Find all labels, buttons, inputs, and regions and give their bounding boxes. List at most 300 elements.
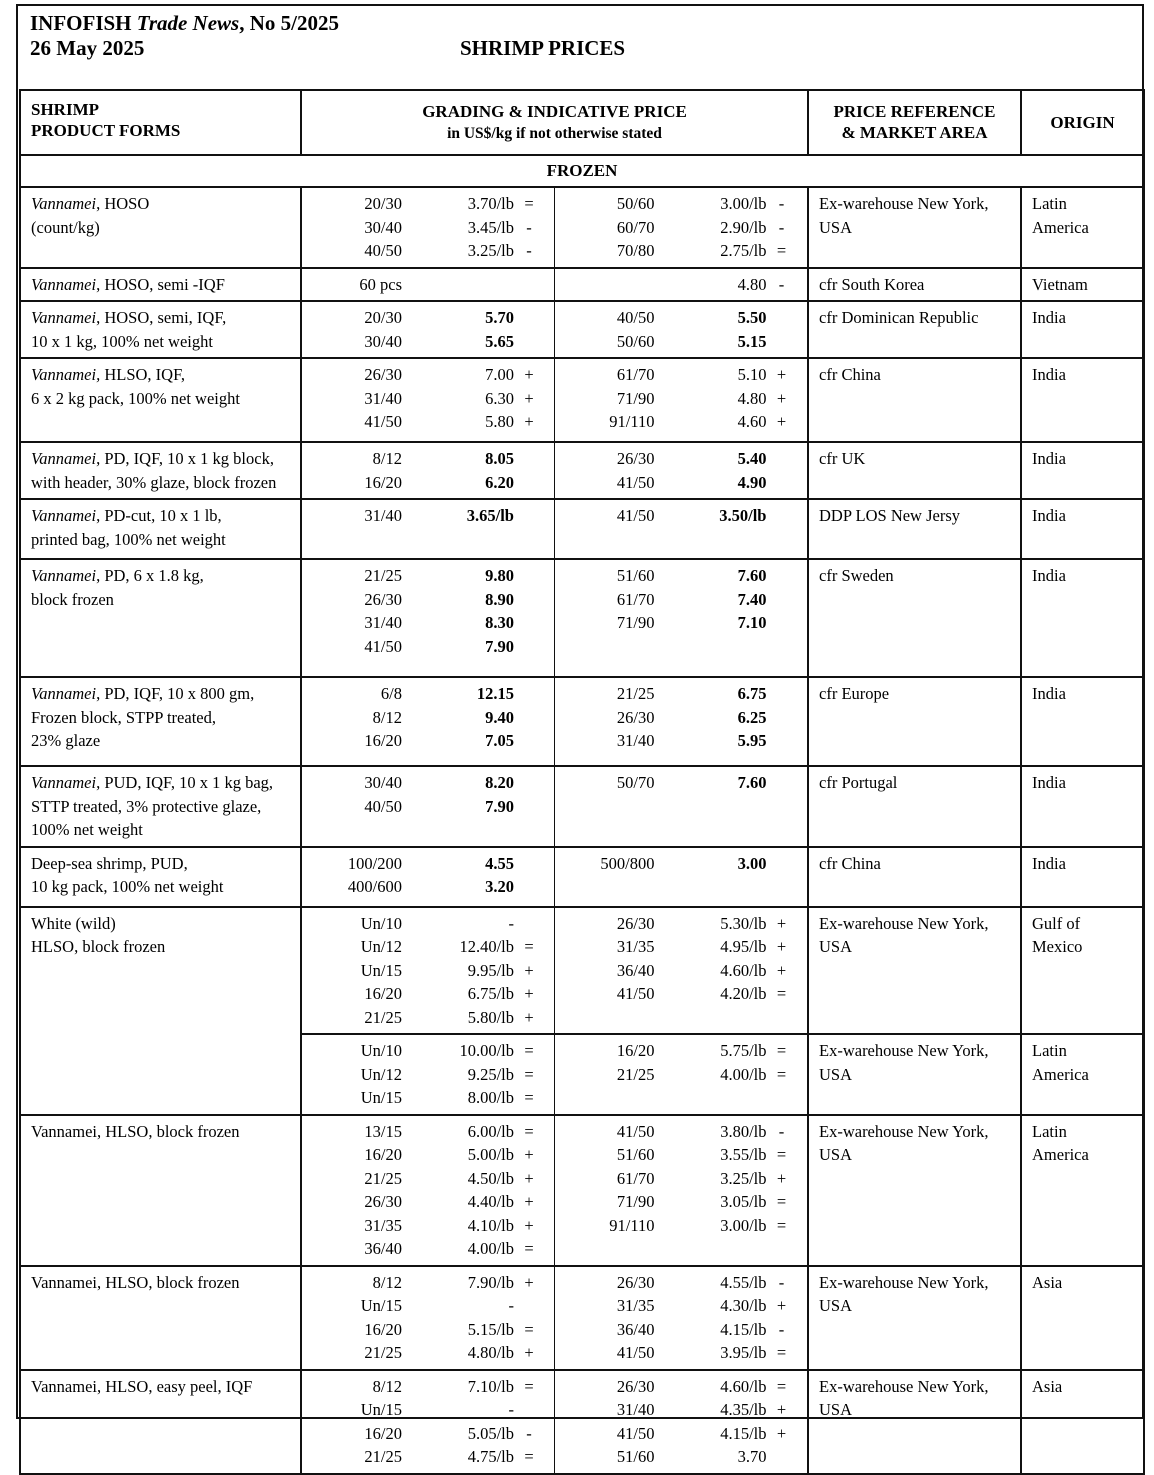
- price-cell-left: [301, 1370, 554, 1474]
- column-header-price-reference: PRICE REFERENCE & MARKET AREA: [808, 90, 1021, 155]
- price: 6.75/lb: [467, 984, 514, 1003]
- price-line: [302, 363, 554, 387]
- price: 3.95/lb: [720, 1343, 767, 1362]
- price-line: [555, 588, 808, 612]
- change-sign: =: [776, 1064, 787, 1084]
- price-reference: [808, 187, 1021, 268]
- price-line: [555, 504, 808, 528]
- origin-line: Vietnam: [1032, 274, 1088, 294]
- price-line: [302, 192, 554, 216]
- product-name: [31, 504, 290, 528]
- price-line: [302, 611, 554, 635]
- price-line: [302, 1237, 554, 1261]
- price: 6.00/lb: [467, 1121, 514, 1141]
- price: 12.40/lb: [459, 937, 514, 956]
- grade: 16/20: [364, 1319, 402, 1339]
- change-sign: [514, 588, 544, 612]
- grade: 41/50: [616, 506, 655, 525]
- change-sign: =: [524, 1041, 534, 1060]
- price-reference: [808, 907, 1021, 1035]
- price-line: [555, 239, 808, 263]
- price: 3.20: [485, 877, 514, 896]
- price-cell-left: [301, 499, 554, 559]
- price-line: [302, 306, 554, 330]
- origin: [1021, 559, 1144, 677]
- origin: [1021, 847, 1144, 907]
- product-species: Vannamei: [31, 566, 97, 585]
- price: 4.35/lb: [720, 1400, 767, 1419]
- price-line: [555, 1398, 808, 1422]
- product-desc-line: HLSO, block frozen: [31, 937, 166, 956]
- grade: 13/15: [364, 1121, 402, 1141]
- reference-line: cfr UK: [819, 449, 866, 468]
- price-line: [302, 875, 554, 899]
- change-sign: [514, 912, 544, 936]
- price-line: [555, 1375, 808, 1399]
- grade: 26/30: [616, 913, 655, 933]
- grade: 8/12: [372, 707, 402, 727]
- change-sign: [767, 504, 797, 528]
- price: 3.05/lb: [720, 1192, 767, 1211]
- price-line: [302, 1086, 554, 1110]
- product-name: [31, 1120, 290, 1144]
- price-line: [302, 1445, 554, 1469]
- grade: Un/10: [360, 1041, 402, 1060]
- product-desc-line: block frozen: [31, 589, 114, 609]
- change-sign: +: [776, 388, 787, 408]
- price: 3.00/lb: [720, 1215, 767, 1235]
- grade: 31/40: [616, 1400, 655, 1419]
- product-species: Vannamei,: [31, 365, 101, 384]
- grade: 30/40: [364, 217, 402, 237]
- price: 12.15: [476, 684, 514, 703]
- change-sign: [514, 564, 544, 588]
- grade: 91/110: [609, 412, 655, 431]
- price-reference: [808, 766, 1021, 847]
- reference-line: USA: [819, 1296, 853, 1315]
- change-sign: =: [776, 1215, 787, 1235]
- grade: 61/70: [616, 365, 655, 384]
- product-name: [31, 771, 290, 795]
- product-form: [20, 766, 301, 847]
- change-sign: +: [776, 913, 787, 933]
- price: 9.25/lb: [467, 1064, 514, 1084]
- price-line: [302, 239, 554, 263]
- price-cell-right: [554, 268, 808, 302]
- product-desc: Deep-sea shrimp, PUD,: [31, 853, 188, 873]
- change-sign: -: [778, 217, 785, 237]
- price-line: [302, 935, 554, 959]
- price-line: [555, 1294, 808, 1318]
- price: 7.10/lb: [467, 1376, 514, 1396]
- table-row: [20, 358, 1144, 442]
- grade: 41/50: [616, 1121, 655, 1141]
- price-cell-right: [554, 301, 808, 358]
- change-sign: [514, 273, 544, 297]
- change-sign: [514, 729, 544, 753]
- price-line: [555, 1120, 808, 1144]
- price: 4.10/lb: [467, 1215, 514, 1235]
- price: 5.30/lb: [720, 913, 767, 933]
- product-desc-line: Frozen block, STPP treated,: [31, 707, 216, 727]
- price: 9.40: [485, 707, 514, 727]
- price-line: [555, 1190, 808, 1214]
- origin-line: America: [1032, 1064, 1089, 1084]
- table-row: [20, 268, 1144, 302]
- grade: 71/90: [616, 1192, 655, 1211]
- grade: 8/12: [372, 1376, 402, 1396]
- price-line: [302, 912, 554, 936]
- price: 4.15/lb: [720, 1319, 767, 1339]
- product-desc: Vannamei, HLSO, block frozen: [31, 1272, 240, 1292]
- change-sign: +: [524, 1145, 534, 1164]
- change-sign: [514, 635, 544, 659]
- origin-line: America: [1032, 217, 1089, 237]
- price-rows: [20, 187, 1144, 1474]
- change-sign: =: [524, 1239, 534, 1258]
- grade: 21/25: [364, 1007, 402, 1027]
- origin-line: Asia: [1032, 1272, 1063, 1292]
- origin: [1021, 442, 1144, 499]
- change-sign: [767, 706, 797, 730]
- origin-line: Latin: [1032, 1041, 1067, 1060]
- price: -: [508, 1400, 514, 1419]
- product-form: [20, 499, 301, 559]
- product-name: [31, 1375, 290, 1399]
- grade: 21/25: [364, 1168, 402, 1188]
- table-row: [20, 1266, 1144, 1370]
- change-sign: [767, 771, 797, 795]
- origin-line: India: [1032, 506, 1066, 525]
- price: 4.80: [737, 388, 767, 408]
- reference-line: USA: [819, 1064, 853, 1084]
- price: 4.80: [737, 274, 767, 294]
- price: 7.90: [485, 796, 514, 816]
- price: 4.00/lb: [720, 1064, 767, 1084]
- reference-line: cfr Portugal: [819, 773, 898, 792]
- change-sign: =: [524, 1088, 534, 1107]
- reference-line: USA: [819, 937, 853, 956]
- product-name: [31, 192, 290, 216]
- product-desc: , PD, 6 x 1.8 kg,: [96, 566, 204, 585]
- grade: 50/60: [616, 331, 655, 351]
- change-sign: [767, 852, 797, 876]
- price-line: [302, 959, 554, 983]
- price: 4.00/lb: [467, 1239, 514, 1258]
- reference-line: cfr China: [819, 853, 881, 873]
- grade: 21/25: [364, 1343, 402, 1362]
- price-line: [302, 447, 554, 471]
- grade: 26/30: [364, 589, 402, 609]
- change-sign: +: [524, 1272, 534, 1292]
- price: 5.50: [737, 308, 767, 327]
- change-sign: -: [778, 1272, 785, 1292]
- column-header-grading: GRADING & INDICATIVE PRICE in US$/kg if not otherwise stated: [301, 90, 808, 155]
- price: 4.20/lb: [720, 984, 767, 1003]
- reference-line: USA: [819, 217, 853, 237]
- product-name: [31, 1271, 290, 1295]
- change-sign: [767, 588, 797, 612]
- price: 3.50/lb: [719, 506, 767, 525]
- product-desc: Vannamei, HLSO, block frozen: [31, 1121, 240, 1141]
- grade: 61/70: [616, 589, 655, 609]
- price: 4.30/lb: [720, 1296, 767, 1315]
- grade: 51/60: [616, 1145, 655, 1164]
- change-sign: +: [776, 412, 787, 431]
- change-sign: =: [524, 1447, 534, 1466]
- price: 4.95/lb: [720, 937, 767, 956]
- price-cell-left: [301, 1115, 554, 1266]
- reference-line: cfr China: [819, 365, 881, 384]
- grade: 91/110: [609, 1215, 655, 1235]
- origin-line: India: [1032, 684, 1066, 703]
- change-sign: [767, 447, 797, 471]
- product-name: [31, 852, 290, 876]
- price-line: [302, 1120, 554, 1144]
- price: 3.00: [737, 853, 767, 873]
- change-sign: =: [524, 937, 534, 956]
- product-name: [31, 682, 290, 706]
- grade: 21/25: [364, 1447, 402, 1466]
- grade: 41/50: [616, 1423, 655, 1443]
- change-sign: +: [524, 388, 534, 408]
- reference-line: cfr Dominican Republic: [819, 308, 979, 327]
- price-line: [302, 410, 554, 434]
- price: -: [508, 1296, 514, 1315]
- price: 7.90: [485, 636, 514, 656]
- grade: 16/20: [364, 1423, 402, 1443]
- origin: [1021, 1370, 1144, 1474]
- price-cell-right: [554, 847, 808, 907]
- product-form: [20, 187, 301, 268]
- change-sign: [514, 682, 544, 706]
- grade: 40/50: [616, 308, 655, 327]
- product-species: Vannamei: [31, 449, 97, 468]
- price-reference: [808, 677, 1021, 766]
- shrimp-price-table: [19, 89, 1145, 1475]
- grade: 26/30: [364, 1192, 402, 1211]
- product-desc-line: 6 x 2 kg pack, 100% net weight: [31, 388, 240, 408]
- price-line: [555, 447, 808, 471]
- publication-title: INFOFISH Trade News, No 5/2025: [30, 11, 339, 35]
- change-sign: [767, 682, 797, 706]
- origin: [1021, 907, 1144, 1035]
- price: 8.30: [485, 613, 514, 632]
- product-name: [31, 564, 290, 588]
- price-line: [555, 363, 808, 387]
- price-line: [555, 1341, 808, 1365]
- change-sign: =: [524, 1319, 534, 1339]
- grade: 30/40: [364, 331, 402, 351]
- change-sign: =: [776, 241, 787, 260]
- price-line: [555, 410, 808, 434]
- grade: 60/70: [616, 217, 655, 237]
- table-row: [20, 1370, 1144, 1474]
- grade: 6/8: [380, 684, 402, 703]
- product-desc: White (wild): [31, 913, 116, 933]
- origin-line: Mexico: [1032, 937, 1083, 956]
- grade: 500/800: [600, 853, 655, 873]
- origin: [1021, 677, 1144, 766]
- grade: 31/40: [616, 731, 655, 750]
- price-cell-left: [301, 1034, 554, 1115]
- grade: Un/15: [360, 1400, 402, 1419]
- grade: 31/35: [616, 1296, 655, 1315]
- product-desc-line: STTP treated, 3% protective glaze,: [31, 796, 262, 816]
- price: 8.05: [485, 449, 514, 468]
- price-line: [555, 1445, 808, 1469]
- change-sign: [767, 330, 797, 354]
- change-sign: =: [524, 1064, 534, 1084]
- table-row: [20, 301, 1144, 358]
- price-line: [302, 330, 554, 354]
- origin: [1021, 1115, 1144, 1266]
- grade: 16/20: [364, 472, 402, 492]
- price-line: [555, 1271, 808, 1295]
- grade: Un/15: [360, 1088, 402, 1107]
- column-header-origin: ORIGIN: [1021, 90, 1144, 155]
- price: 5.10: [737, 365, 767, 384]
- price-line: [302, 1190, 554, 1214]
- change-sign: [514, 875, 544, 899]
- price-cell-right: [554, 766, 808, 847]
- grade: 8/12: [372, 1272, 402, 1292]
- product-desc: , HOSO, semi, IQF,: [96, 308, 227, 327]
- table-row: [20, 499, 1144, 559]
- origin-line: India: [1032, 365, 1066, 384]
- origin-line: Latin: [1032, 194, 1067, 213]
- origin: [1021, 268, 1144, 302]
- change-sign: +: [524, 984, 534, 1003]
- change-sign: [767, 471, 797, 495]
- reference-line: Ex-warehouse New York,: [819, 194, 989, 213]
- product-species: Vannamei: [31, 194, 97, 213]
- grade: 71/90: [616, 613, 655, 632]
- price-cell-left: [301, 1266, 554, 1370]
- grade: 26/30: [616, 449, 655, 468]
- change-sign: +: [776, 1400, 787, 1419]
- price-reference: [808, 847, 1021, 907]
- change-sign: +: [524, 412, 534, 431]
- change-sign: [767, 1445, 797, 1469]
- price-line: [302, 216, 554, 240]
- change-sign: [514, 306, 544, 330]
- price-line: [302, 1214, 554, 1238]
- reference-line: cfr Sweden: [819, 566, 894, 585]
- price: 5.80/lb: [467, 1007, 514, 1027]
- grade: 26/30: [616, 1376, 655, 1396]
- price: 3.00/lb: [720, 194, 767, 213]
- grade: 16/20: [364, 984, 402, 1003]
- price-reference: [808, 268, 1021, 302]
- price: 6.30: [485, 388, 514, 408]
- price-line: [555, 1167, 808, 1191]
- price: 3.25/lb: [720, 1168, 767, 1188]
- price-line: [555, 330, 808, 354]
- price: 7.10: [737, 613, 767, 632]
- grade: 36/40: [364, 1239, 402, 1258]
- product-form: [20, 907, 301, 1115]
- origin: [1021, 499, 1144, 559]
- origin: [1021, 1266, 1144, 1370]
- price-line: [302, 588, 554, 612]
- price-cell-right: [554, 677, 808, 766]
- price-cell-left: [301, 187, 554, 268]
- table-row: [20, 187, 1144, 268]
- price-line: [555, 982, 808, 1006]
- price: 6.25: [737, 707, 767, 727]
- product-form: [20, 1266, 301, 1370]
- product-form: [20, 358, 301, 442]
- change-sign: [514, 471, 544, 495]
- price: -: [508, 913, 514, 933]
- price: 7.60: [737, 566, 767, 585]
- origin-line: India: [1032, 853, 1066, 873]
- grade: Un/12: [360, 937, 402, 956]
- change-sign: [767, 729, 797, 753]
- price-cell-right: [554, 1115, 808, 1266]
- price: 4.60: [737, 412, 767, 431]
- reference-line: USA: [819, 1400, 853, 1419]
- table-row: [20, 847, 1144, 907]
- price-cell-left: [301, 847, 554, 907]
- price-line: [302, 795, 554, 819]
- change-sign: [514, 795, 544, 819]
- grade: 61/70: [616, 1168, 655, 1188]
- price: 6.75: [737, 684, 767, 703]
- change-sign: +: [776, 1423, 787, 1443]
- change-sign: [767, 611, 797, 635]
- grade: 26/30: [364, 365, 402, 384]
- grade: 71/90: [616, 388, 655, 408]
- product-desc: , PD-cut, 10 x 1 lb,: [96, 506, 222, 525]
- price: 4.60/lb: [720, 1376, 767, 1396]
- price-cell-right: [554, 1266, 808, 1370]
- price-line: [302, 1294, 554, 1318]
- price-line: [555, 1039, 808, 1063]
- price: 5.80: [485, 412, 514, 431]
- price-cell-left: [301, 766, 554, 847]
- grade: 41/50: [364, 636, 402, 656]
- price: 4.15/lb: [720, 1423, 767, 1443]
- price-line: [302, 273, 554, 297]
- product-desc-line: 23% glaze: [31, 731, 101, 750]
- product-desc-line: printed bag, 100% net weight: [31, 529, 226, 549]
- price: 5.65: [485, 331, 514, 351]
- price-cell-right: [554, 442, 808, 499]
- grade: 21/25: [616, 684, 655, 703]
- change-sign: +: [776, 937, 787, 956]
- change-sign: =: [776, 1041, 787, 1060]
- change-sign: =: [776, 1376, 787, 1396]
- change-sign: +: [776, 1296, 787, 1315]
- price: 4.55/lb: [720, 1272, 767, 1292]
- grade: 16/20: [364, 1145, 402, 1164]
- grade: 26/30: [616, 1272, 655, 1292]
- price-line: [555, 729, 808, 753]
- table-row: [20, 677, 1144, 766]
- change-sign: -: [778, 1121, 785, 1141]
- price-cell-left: [301, 907, 554, 1035]
- price: 8.00/lb: [467, 1088, 514, 1107]
- price: 9.95/lb: [467, 960, 514, 980]
- price: 5.15/lb: [467, 1319, 514, 1339]
- change-sign: [767, 306, 797, 330]
- price-cell-left: [301, 358, 554, 442]
- grade: Un/10: [360, 913, 402, 933]
- table-row: [20, 1115, 1144, 1266]
- change-sign: -: [526, 241, 532, 260]
